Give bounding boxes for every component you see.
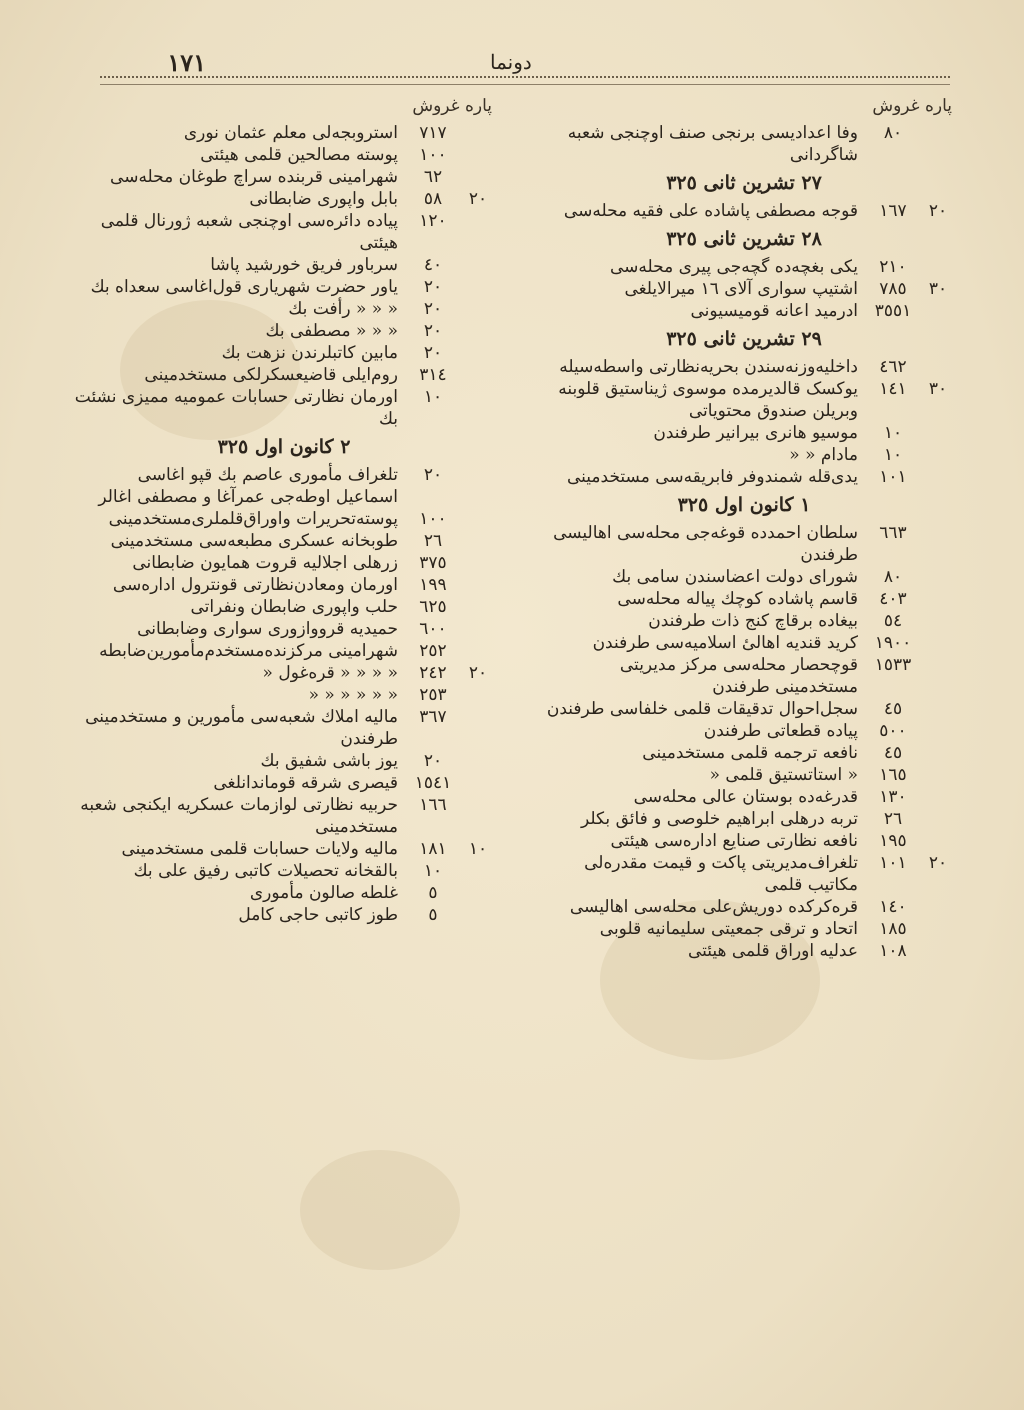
donor-description: مالیه ولایات حسابات قلمی مستخدمینی [121,839,398,859]
kurus-amount: ١٩٠٠ [874,633,912,653]
entry-row [534,852,954,896]
entry-row [74,188,494,210]
entry-row [74,706,494,750]
donor-description: نافعه ترجمه قلمی مستخدمینی [642,743,858,763]
donor-description: اورمان ومعادن‌نظارتی قونترول اداره‌سی [112,575,398,595]
entry-row [534,278,954,300]
donor-description: موسیو هانری بیرانیر طرفندن [653,423,858,443]
entry-row [534,300,954,322]
entry-row [534,786,954,808]
kurus-header: غروش [412,96,460,116]
entry-row [74,684,494,706]
donor-description: نافعه نظارتی صنایع اداره‌سی هیئتی [610,831,858,851]
entry-row [534,566,954,588]
entry-row [74,662,494,684]
donor-description: حمیدیه قرووازوری سواری وضابطانی [137,619,398,639]
donor-description: حربیه نظارتی لوازمات عسکریه ایکنجی شعبه مستخدمینی [80,795,398,837]
entry-row [534,940,954,962]
kurus-amount: ٢٠ [423,751,443,771]
donor-description: « « « مصطفی بك [265,321,398,341]
running-title: دونما [490,50,532,74]
page-number: ١٧١ [167,48,206,77]
donor-description: طوبخانه عسکری مطبعه‌سی مستخدمینی [110,531,398,551]
entry-row [74,386,494,430]
entry-row [74,574,494,596]
kurus-amount: ٥٠٠ [879,721,907,741]
kurus-amount: ٢٤٢ [419,663,447,683]
kurus-amount: ١٩٩ [419,575,447,595]
kurus-amount: ٥ [428,883,438,903]
kurus-amount: ٥٨ [423,189,443,209]
donor-description: شورای دولت اعضاسندن سامی بك [612,567,858,587]
entry-row [74,364,494,386]
donor-description: یوکسک قالدیرمده موسوی ژیناستیق قلوبنه وبریلن صندوق محتویاتی [558,379,858,421]
kurus-amount: ٢٠ [423,343,443,363]
para-header: پاره [464,96,492,116]
kurus-amount: ٦٦٣ [879,523,907,543]
donor-description: « « « « « « [308,685,398,705]
entry-row [534,698,954,720]
entry-row [74,750,494,772]
entry-row [74,166,494,188]
entry-row [534,720,954,742]
kurus-amount: ٨٠ [883,123,903,143]
donor-description: تربه درهلی ابراهیم خلوصی و فائق بکلر [581,809,858,829]
entry-row [74,794,494,838]
donor-description: اشتیپ سواری آلای ١٦ میرالایلغی [624,279,858,299]
donor-description: قوجه مصطفی پاشاده علی فقیه محله‌سی [563,201,858,221]
donor-description: پیاده دائره‌سی اوچنجی شعبه ژورنال قلمی هیئتی [100,211,398,253]
kurus-amount: ١٥٤١ [414,773,452,793]
para-amount: ٣٠ [928,279,948,299]
donor-description: داخلیه‌وزنه‌سندن بحریه‌نظارتی واسطه‌سیله [559,357,858,377]
kurus-amount: ٤٥ [883,699,903,719]
kurus-amount: ٢٠ [423,465,443,485]
donor-description: اتحاد و ترقی جمعیتی سلیمانیه قلوبی [599,919,858,939]
kurus-amount: ١٨٥ [879,919,907,939]
paper-stain [300,1150,460,1270]
kurus-amount: ١٦٥ [879,765,907,785]
para-amount: ٢٠ [928,201,948,221]
donor-description: مابین کاتبلرندن نزهت بك [221,343,398,363]
entry-row [74,640,494,662]
entry-row [534,764,954,786]
entries-list [534,122,954,962]
kurus-amount: ١٤٠ [879,897,907,917]
kurus-amount: ٣٧٥ [419,553,447,573]
entry-row [74,530,494,552]
kurus-amount: ١٨١ [419,839,447,859]
kurus-amount: ٢٥٢ [419,641,447,661]
kurus-amount: ١٥٣٣ [874,655,912,675]
entry-row [534,918,954,940]
kurus-amount: ١٦٧ [879,201,907,221]
para-amount: ٣٠ [928,379,948,399]
donor-description: « « « « قره‌غول « [262,663,398,683]
kurus-amount: ١٠ [423,387,443,407]
entry-row [74,122,494,144]
entry-row [74,320,494,342]
donor-description: زرهلی اجلالیه قروت همایون ضابطانی [132,553,398,573]
kurus-amount: ١٠٠ [419,145,447,165]
donor-description: بالقخانه تحصیلات کاتبی رفیق علی بك [133,861,398,881]
kurus-amount: ١٣٠ [879,787,907,807]
entry-row [74,596,494,618]
entry-row [534,356,954,378]
kurus-amount: ٢٠ [423,321,443,341]
donor-description: قوچحصار محله‌سی مرکز مدیریتی مستخدمینی طرفندن [619,655,858,697]
date-heading: ٢٨ تشرین ثانی ٣٢٥ [666,228,822,250]
kurus-amount: ٤٠ [423,255,443,275]
donor-description: قاسم پاشاده کوچك پیاله محله‌سی [617,589,858,609]
kurus-amount: ٢٠ [423,277,443,297]
donor-description: ادرمید اعانه قومیسیونی [690,301,858,321]
kurus-amount: ٣٦٧ [419,707,447,727]
donor-description: غلطه صالون مأموری [249,883,398,903]
entry-row [534,422,954,444]
donor-description: قره‌کرکده دوریش‌علی محله‌سی اهالیسی [569,897,858,917]
donor-description: بابل واپوری ضابطانی [249,189,398,209]
entry-row [534,588,954,610]
donor-description: پیاده قطعاتی طرفندن [703,721,858,741]
kurus-amount: ٢٥٣ [419,685,447,705]
entry-row [74,552,494,574]
kurus-amount: ٦٢ [423,167,443,187]
kurus-amount: ٤٠٣ [879,589,907,609]
donor-description: طوز کاتبی حاجی کامل [238,905,398,925]
kurus-amount: ٥٤ [883,611,903,631]
entry-row [74,882,494,904]
kurus-amount: ٢١٠ [879,257,907,277]
entry-row [74,144,494,166]
kurus-amount: ١٠ [883,445,903,465]
donor-description: یکی بغچه‌ده گچه‌جی پیری محله‌سی [609,257,858,277]
left-column [74,96,494,926]
kurus-header: غروش [872,96,920,116]
donor-description: بیغاده برقاچ کنج ذات طرفندن [648,611,858,631]
donor-description: مادام « « [789,445,858,465]
date-heading: ٢٧ تشرین ثانی ٣٢٥ [666,172,822,194]
entry-row [74,464,494,508]
column-header [74,96,494,122]
kurus-amount: ٦٠٠ [419,619,447,639]
kurus-amount: ١٠ [423,861,443,881]
donor-description: پوسته مصالحین قلمی هیئتی [200,145,398,165]
para-header: پاره [924,96,952,116]
kurus-amount: ٨٠ [883,567,903,587]
entry-row [534,466,954,488]
donor-description: شهرامینی مرکزنده‌مستخدم‌مأمورین‌ضابطه [99,641,398,661]
kurus-amount: ٢٠ [423,299,443,319]
entry-row [74,772,494,794]
donor-description: وفا اعدادیسی برنجی صنف اوچنجی شعبه شاگردانی [567,123,858,165]
date-heading: ٢ کانون اول ٣٢٥ [217,436,351,458]
donor-description: قیصری شرقه قوماندانلغی [213,773,398,793]
entry-row [74,860,494,882]
entry-row [74,254,494,276]
kurus-amount: ١٠١ [879,467,907,487]
kurus-amount: ٦٢٥ [419,597,447,617]
donor-description: کرید قندیه اهالیٔ اسلامیه‌سی طرفندن [592,633,858,653]
entry-row [534,122,954,166]
entry-row [534,808,954,830]
kurus-amount: ٧٨٥ [879,279,907,299]
donor-description: پوسته‌تحریرات واوراق‌قلملری‌مستخدمینی [108,509,398,529]
donor-description: یوز باشی شفیق بك [260,751,398,771]
entry-row [534,654,954,698]
donor-description: تلغراف‌مدیریتی پاکت و قیمت مقدره‌لی مکاتیب قلمی [584,853,858,895]
donor-description: سرباور فریق خورشید پاشا [210,255,398,275]
entry-row [74,904,494,926]
kurus-amount: ١٠٨ [879,941,907,961]
kurus-amount: ١٠٠ [419,509,447,529]
para-amount: ٢٠ [468,663,488,683]
donor-description: یدی‌قله شمندوفر فابریقه‌سی مستخدمینی [567,467,858,487]
kurus-amount: ٤٥ [883,743,903,763]
kurus-amount: ٥ [428,905,438,925]
donor-description: حلب واپوری ضابطان ونفراتی [190,597,398,617]
entry-row [534,378,954,422]
donor-description: اورمان نظارتی حسابات عمومیه ممیزی نشئت بك [74,387,398,429]
entry-row [74,298,494,320]
para-amount: ٢٠ [468,189,488,209]
donor-description: مالیه املاك شعبه‌سی مأمورین و مستخدمینی طرفندن [85,707,398,749]
kurus-amount: ١٠١ [879,853,907,873]
para-amount: ١٠ [468,839,488,859]
kurus-amount: ٢٦ [423,531,443,551]
kurus-amount: ٣١٤ [419,365,447,385]
entries-list [74,122,494,926]
donor-description: سلطان احمدده قوغه‌جی محله‌سی اهالیسی طرفندن [553,523,858,565]
donor-description: « « « رأفت بك [288,299,398,319]
donor-description: استروبجه‌لی معلم عثمان نوری [183,123,398,143]
entry-row [534,632,954,654]
entry-row [74,342,494,364]
entry-row [534,256,954,278]
entry-row [534,522,954,566]
entry-row [534,610,954,632]
header-rule [100,76,950,85]
donor-description: « استاتستیق قلمی « [709,765,858,785]
entry-row [74,276,494,298]
para-amount: ٢٠ [928,853,948,873]
entry-row [534,896,954,918]
kurus-amount: ٤٦٢ [879,357,907,377]
entry-row [534,444,954,466]
donor-description: سجل‌احوال تدقیقات قلمی خلفاسی طرفندن [546,699,858,719]
kurus-amount: ١٦٦ [419,795,447,815]
entry-row [534,200,954,222]
donor-description: عدلیه اوراق قلمی هیئتی [687,941,858,961]
donor-description: شهرامینی قربنده سراچ طوغان محله‌سی [110,167,398,187]
kurus-amount: ١٤١ [879,379,907,399]
entry-row [74,210,494,254]
entry-row [74,618,494,640]
kurus-amount: ٢٦ [883,809,903,829]
entry-row [534,742,954,764]
entry-row [534,830,954,852]
kurus-amount: ١٩٥ [879,831,907,851]
kurus-amount: ٣٥٥١ [874,301,912,321]
kurus-amount: ٧١٧ [419,123,447,143]
donor-description: تلغراف مأموری عاصم بك قپو اغاسی اسماعیل اوطه‌جی عمرآغا و مصطفی اغالر [98,465,398,507]
entry-row [74,838,494,860]
date-heading: ١ کانون اول ٣٢٥ [677,494,811,516]
kurus-amount: ١٢٠ [419,211,447,231]
kurus-amount: ١٠ [883,423,903,443]
column-header [534,96,954,122]
right-column [534,96,954,962]
donor-description: قدرغه‌ده بوستان عالی محله‌سی [633,787,858,807]
donor-description: روم‌ایلی قاضیعسکرلکی مستخدمینی [144,365,398,385]
entry-row [74,508,494,530]
date-heading: ٢٩ تشرین ثانی ٣٢٥ [666,328,822,350]
donor-description: یاور حضرت شهریاری قول‌اغاسی سعداه بك [90,277,398,297]
